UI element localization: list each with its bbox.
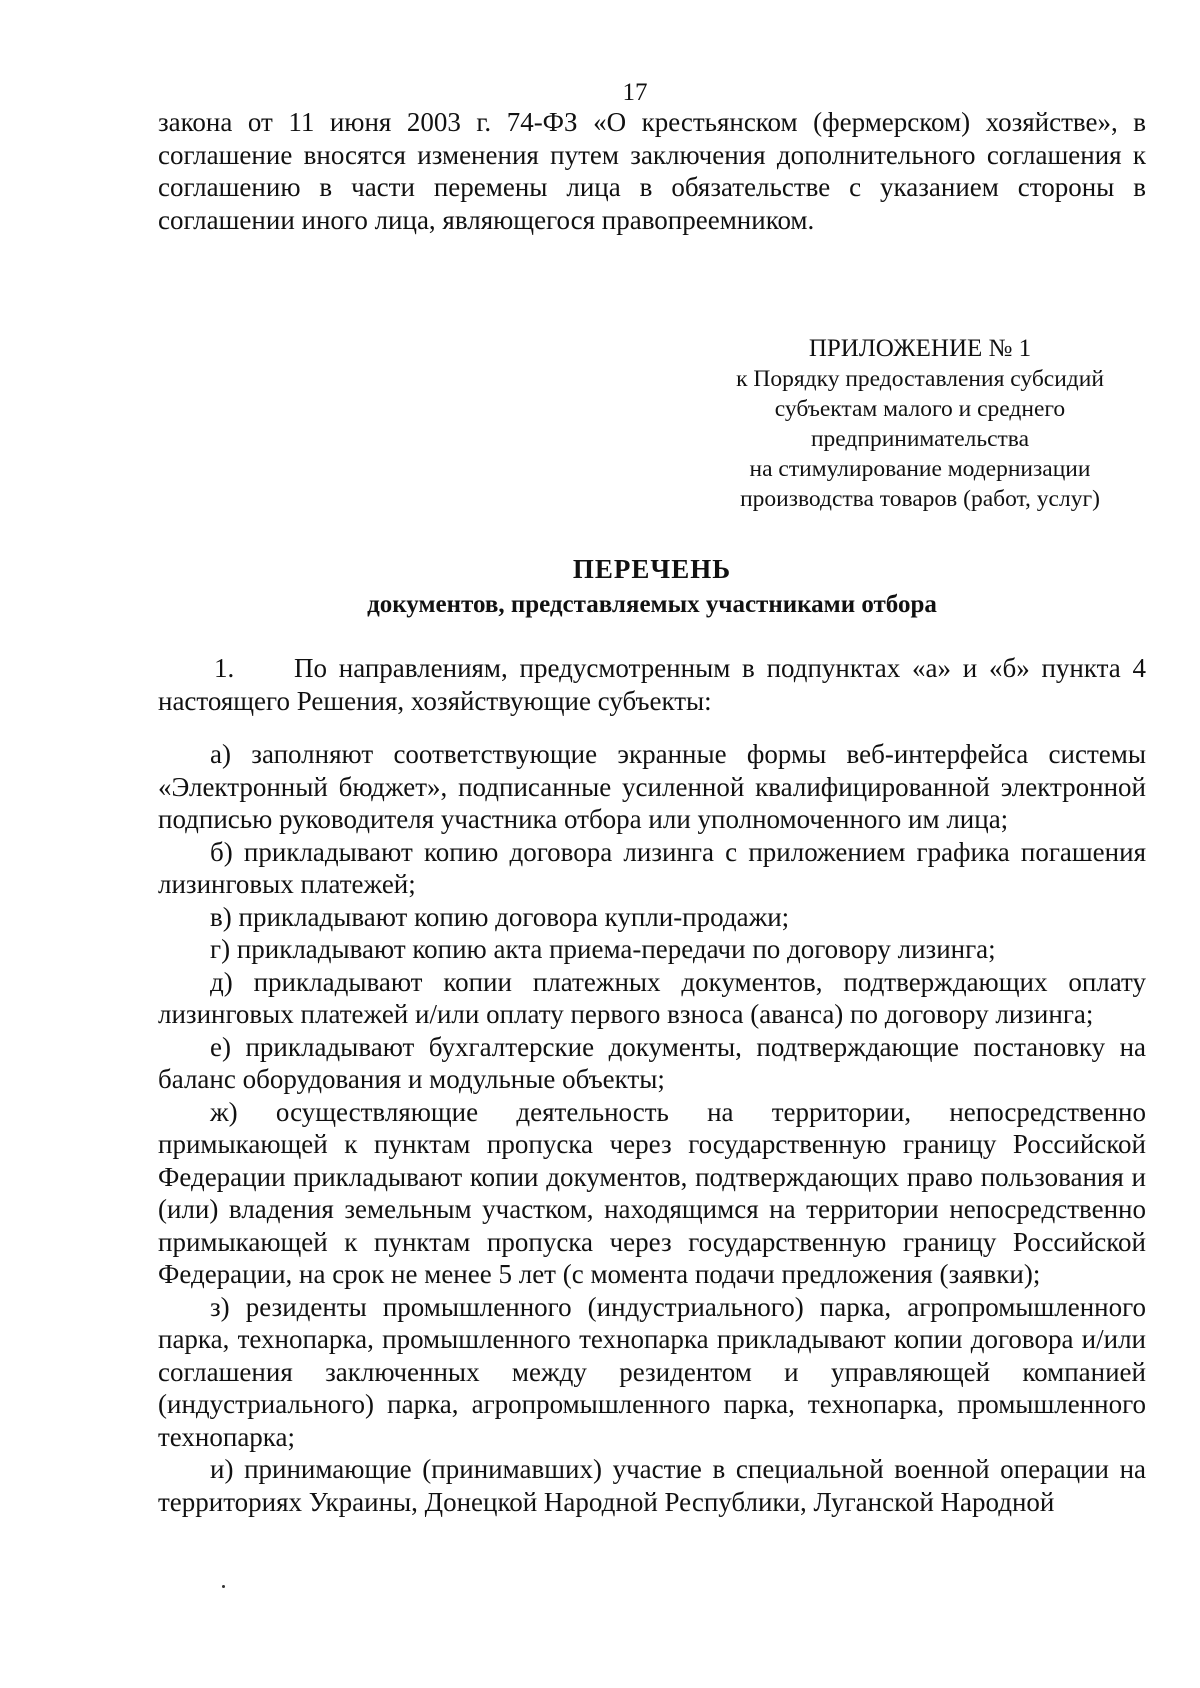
appendix-line: предпринимательства: [810, 426, 1030, 452]
appendix-block: [690, 334, 1150, 514]
appendix-line: субъектам малого и среднего: [774, 396, 1066, 422]
document-title: ПЕРЕЧЕНЬ: [572, 554, 732, 584]
document-subtitle: документов, представляемых участниками отбора: [367, 591, 937, 618]
list-item: ж) осуществляющие деятельность на территории, непосредственно примыкающей к пунктам пропуска через государственную границу Российской Федерации прикладывают копии документов, подтверждающих право пользования и (или) владения земельным участком, находящимся на территории непосредственно примыкающей к пунктам пропуска через государственную границу Российской Федерации, на срок не менее 5 лет (с момента подачи предложения (заявки);: [158, 1096, 1146, 1289]
scan-speck: [222, 1585, 225, 1588]
clause-1: [158, 652, 1146, 717]
page-number: 17: [622, 79, 648, 106]
clause-1-paragraph: [158, 652, 1146, 717]
list-item: е) прикладывают бухгалтерские документы, подтверждающие постановку на баланс оборудования и модульные объекты;: [158, 1031, 1146, 1094]
intro-paragraph: [158, 106, 1146, 236]
list-item: в) прикладывают копию договора купли-продажи;: [210, 901, 790, 932]
list-item: г) прикладывают копию акта приема-передачи по договору лизинга;: [210, 934, 996, 964]
list-item: и) принимающие (принимавших) участие в специальной военной операции на территориях Украины, Донецкой Народной Республики, Луганской Народной: [158, 1454, 1146, 1517]
list-item: б) прикладывают копию договора лизинга с приложением графика погашения лизинговых платежей;: [158, 836, 1146, 899]
clause-1-text: По направлениям, предусмотренным в подпунктах «а» и «б» пункта 4 настоящего Решения, хозяйствующие субъекты:: [158, 653, 1146, 716]
appendix-line: к Порядку предоставления субсидий: [736, 366, 1104, 392]
clause-1-number: 1.: [214, 653, 235, 683]
clause-items-list: [158, 738, 1146, 1518]
list-item: з) резиденты промышленного (индустриального) парка, агропромышленного парка, технопарка, промышленного технопарка прикладывают копии договора и/или соглашения заключенных между резидентом и управляющей компанией (индустриального) парка, агропромышленного парка, технопарка, промышленного технопарка;: [158, 1291, 1146, 1452]
list-item: д) прикладывают копии платежных документов, подтверждающих оплату лизинговых платежей и/или оплату первого взноса (аванса) по договору лизинга;: [158, 966, 1146, 1029]
appendix-line: производства товаров (работ, услуг): [740, 486, 1100, 512]
appendix-title: ПРИЛОЖЕНИЕ № 1: [808, 335, 1032, 362]
list-item: а) заполняют соответствующие экранные формы веб-интерфейса системы «Электронный бюджет», подписанные усиленной квалифицированной электронной подписью руководителя участника отбора или уполномоченного им лица;: [158, 739, 1146, 834]
intro-paragraph-text: закона от 11 июня 2003 г. 74-ФЗ «О крестьянском (фермерском) хозяйстве», в соглашение вносятся изменения путем заключения дополнительного соглашения к соглашению в части перемены лица в обязательстве с указанием стороны в соглашении иного лица, являющегося правопреемником.: [158, 107, 1146, 235]
appendix-line: на стимулирование модернизации: [749, 456, 1091, 482]
